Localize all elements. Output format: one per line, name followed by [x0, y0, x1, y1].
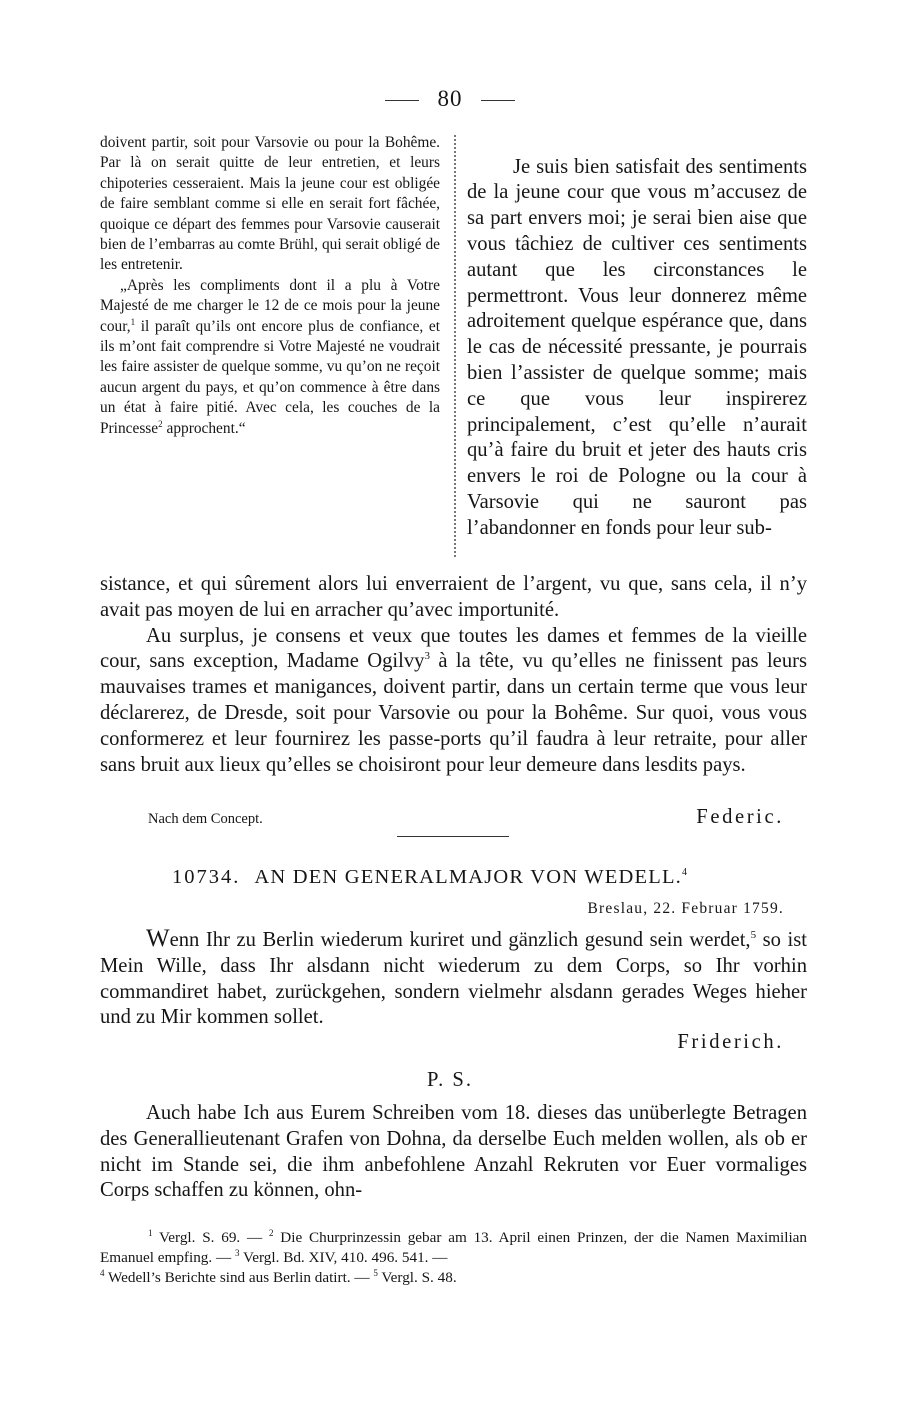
postscript-text-block — [100, 1101, 807, 1204]
letter-part-1: enn Ihr zu Berlin wiederum kuriret und gänzlich gesund sein werdet, — [169, 929, 751, 951]
left-quote-part-3: approchent.“ — [162, 419, 246, 437]
main-text-continuation: sistance, et qui sûrement alors lui enverraient de l’argent, vu que, sans cela, il n’y avait pas moyen de lui en arracher qu’avec importunité. — [100, 573, 807, 621]
footnote-3-number: 3 — [234, 1248, 240, 1259]
letter-paragraph — [100, 926, 807, 1031]
main-paragraph-part-2: à la tête, vu qu’elles ne finissent pas leurs mauvaises trames et manigances, doivent partir, dans un certain terme que vous leur déclarerez, de Dresde, soit pour Varsovie ou pour la Bohême. Sur quoi, vous vous conformerez et leur fournirez les passe-ports qu’il faudra à leur retraite, pour aller sans bruit aux lieux qu’elles se choisiront pour leur demeure dans lesdits pays. — [100, 650, 807, 776]
footnote-1-text: Vergl. S. 69. — — [152, 1229, 269, 1246]
postscript-paragraph: Auch habe Ich aus Eurem Schreiben vom 18. dieses das unüberlegte Betragen des Generallieutenant Grafen von Dohna, da derselbe Euch melden wollen, als ob er nicht im Stande sei, die ihm anbefohlene Anzahl Rekruten vor Euer vormaliges Corps schaffen zu können, ohn- — [100, 1102, 807, 1202]
footnote-5-text: Vergl. S. 48. — [377, 1269, 457, 1287]
footnote-ref-4: 4 — [682, 867, 689, 879]
footnote-ref-3: 3 — [424, 650, 430, 663]
letter-part-2: so ist Mein Wille, dass Ihr alsdann nicht wiederum zu dem Corps, so Ihr vorhin commandiret habet, zurückgehen, sondern vielmehr alsdann gerades Weges hieher und zu Mir kommen sollet. — [100, 929, 807, 1029]
section-heading — [172, 866, 688, 889]
section-number: 10734. — [172, 866, 241, 888]
footnote-2-text: Die Churprinzessin gebar am 13. April einen Prinzen, der die Namen Maximilian Emanuel empfing. — — [100, 1229, 807, 1267]
main-text-block — [100, 572, 807, 778]
right-column-reply — [467, 134, 807, 562]
letter-date: Breslau, 22. Februar 1759. — [587, 900, 784, 917]
footnote-ref-5: 5 — [750, 929, 757, 942]
footnote-ref-2: 2 — [158, 418, 163, 429]
left-quote-part-1: „Après les compliments dont il a plu à Votre Majesté de me charger le 12 de ce mois pour la jeune cour, — [100, 276, 440, 335]
footnote-ref-1: 1 — [130, 316, 136, 327]
section-separator — [397, 836, 509, 837]
dropcap: W — [146, 925, 170, 952]
signature-friderich: Friderich. — [677, 1031, 784, 1053]
signature-federic: Federic. — [696, 806, 784, 828]
column-divider — [454, 135, 456, 557]
header-right-dash — [481, 100, 515, 101]
footnote-3-text: Vergl. Bd. XIV, 410. 496. 541. — — [239, 1249, 448, 1267]
page-number: 80 — [437, 86, 463, 111]
main-paragraph-part-1: Au surplus, je consens et veux que toutes les dames et femmes de la vieille cour, sans exception, Madame Ogilvy — [100, 624, 807, 673]
header-left-dash — [385, 100, 419, 101]
footnote-4-number: 4 — [100, 1268, 105, 1279]
section-title: AN DEN GENERALMAJOR VON WEDELL. — [254, 866, 682, 888]
footnote-paragraph — [100, 1228, 807, 1289]
right-column-paragraph: Je suis bien satisfait des sentiments de la jeune cour que vous m’accusez de sa part envers moi; je serai bien aise que vous tâchiez de cultiver ces sentiments autant que les circonstances le permettront. Vous leur donnerez même adroitement quelque espérance que, dans le cas de nécessité pressante, je pourrais bien l’assister de quelque somme; mais ce que vous leur inspirerez principalement, c’est qu’elle n’aurait qu’à faire du bruit et jeter des hauts cris envers le roi de Pologne ou la cour à Varsovie qui ne sauront pas l’abandonner en fonds pour leur sub- — [467, 155, 807, 539]
footnote-1-number: 1 — [148, 1227, 153, 1238]
footnote-2-number: 2 — [268, 1227, 274, 1238]
source-signature-line — [100, 806, 784, 832]
footnote-5-number: 5 — [373, 1268, 378, 1279]
left-column-report — [100, 133, 440, 439]
letter-text — [100, 926, 807, 1031]
page-header — [0, 86, 900, 112]
postscript-heading: P. S. — [426, 1069, 474, 1091]
footnote-4-text: Wedell’s Berichte sind aus Berlin datirt. — — [104, 1269, 374, 1287]
source-note: Nach dem Concept. — [148, 811, 263, 827]
left-column-paragraph: doivent partir, soit pour Varsovie ou pour la Bohême. Par là on serait quitte de leur entretien, et leurs chipoteries cesseraient. Mais la jeune cour est obligée de faire semblant comme si elle en serait fort fâchée, quoique ce départ des femmes pour Varsovie causerait bien de l’embarras au comte Brühl, qui serait obligé de les entretenir. — [100, 134, 440, 274]
footnotes — [100, 1228, 807, 1289]
left-column-quote — [100, 276, 440, 439]
main-text-paragraph — [100, 624, 807, 779]
left-quote-part-2: il paraît qu’ils ont encore plus de confiance, et ils m’ont fait comprendre si Votre Majesté ne voudrait les faire assister de quelque somme, vu qu’on ne reçoit aucun argent du pays, et qu’on commence à être dans un état à faire pitié. Avec cela, les couches de la Princesse — [100, 317, 440, 437]
